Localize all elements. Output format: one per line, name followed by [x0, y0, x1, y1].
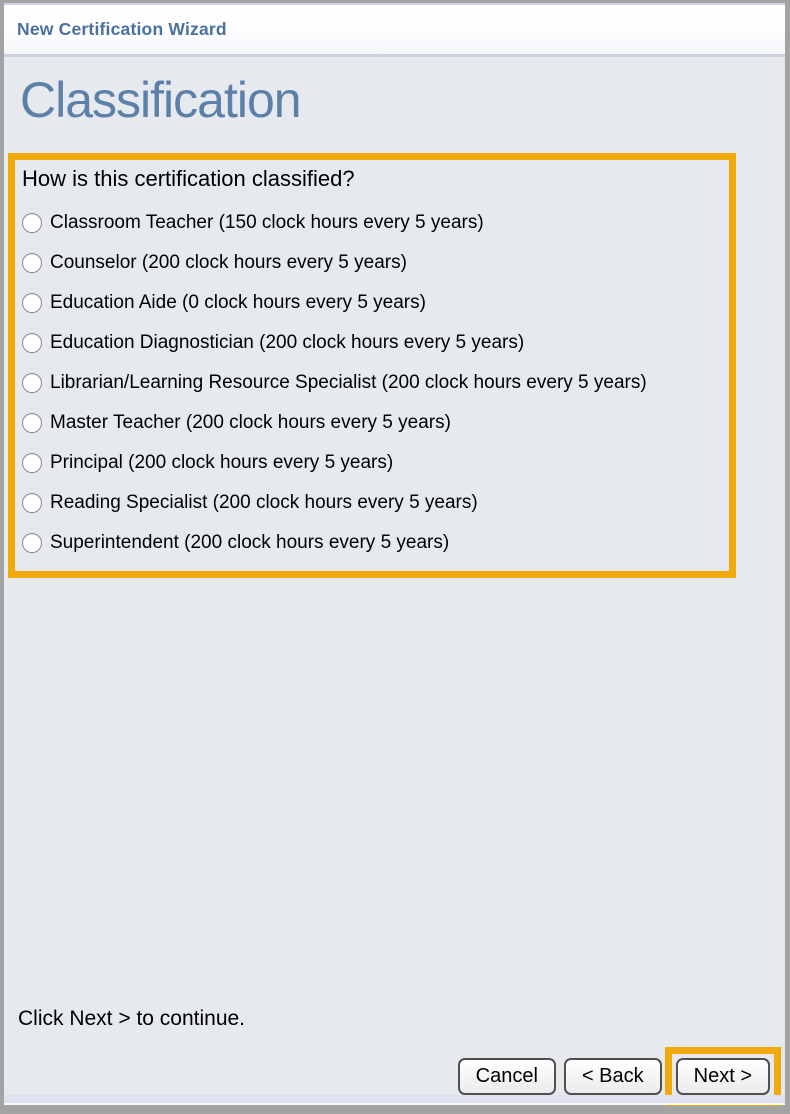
- footer-strip: [4, 1095, 785, 1103]
- radio-button-icon[interactable]: [22, 333, 42, 353]
- radio-option-principal[interactable]: [22, 443, 729, 483]
- question-text: How is this certification classified?: [22, 166, 355, 191]
- highlight-box-options: [8, 153, 736, 578]
- radio-button-icon[interactable]: [22, 493, 42, 513]
- radio-option-label: Librarian/Learning Resource Specialist (200 clock hours every 5 years): [50, 372, 647, 393]
- window-title: New Certification Wizard: [17, 19, 227, 39]
- classification-radio-group: [22, 203, 729, 563]
- radio-option-counselor[interactable]: [22, 243, 729, 283]
- radio-option-label: Principal (200 clock hours every 5 years): [50, 452, 394, 473]
- cancel-button[interactable]: Cancel: [458, 1058, 556, 1095]
- radio-option-label: Master Teacher (200 clock hours every 5 years): [50, 412, 451, 433]
- radio-option-classroom-teacher[interactable]: [22, 203, 729, 243]
- radio-button-icon[interactable]: [22, 453, 42, 473]
- next-button[interactable]: Next >: [676, 1058, 770, 1095]
- radio-button-icon[interactable]: [22, 253, 42, 273]
- radio-option-label: Reading Specialist (200 clock hours every 5 years): [50, 492, 478, 513]
- radio-button-icon[interactable]: [22, 213, 42, 233]
- footer-divider: [4, 1103, 785, 1105]
- wizard-content: [4, 57, 785, 1095]
- radio-option-librarian-learning-resource-specialist[interactable]: [22, 363, 729, 403]
- radio-option-label: Superintendent (200 clock hours every 5 years): [50, 532, 450, 553]
- radio-option-label: Classroom Teacher (150 clock hours every 5 years): [50, 212, 484, 233]
- radio-button-icon[interactable]: [22, 533, 42, 553]
- hint-text: Click Next > to continue.: [18, 1007, 246, 1030]
- radio-button-icon[interactable]: [22, 413, 42, 433]
- titlebar: [4, 3, 785, 57]
- page-title: Classification: [20, 72, 301, 128]
- radio-option-education-diagnostician[interactable]: [22, 323, 729, 363]
- radio-option-label: Education Diagnostician (200 clock hours every 5 years): [50, 332, 525, 353]
- radio-option-label: Counselor (200 clock hours every 5 years): [50, 252, 407, 273]
- radio-option-reading-specialist[interactable]: [22, 483, 729, 523]
- radio-option-master-teacher[interactable]: [22, 403, 729, 443]
- radio-button-icon[interactable]: [22, 293, 42, 313]
- radio-option-superintendent[interactable]: [22, 523, 729, 563]
- radio-option-label: Education Aide (0 clock hours every 5 years): [50, 292, 426, 313]
- radio-option-education-aide[interactable]: [22, 283, 729, 323]
- back-button[interactable]: < Back: [564, 1058, 662, 1095]
- radio-button-icon[interactable]: [22, 373, 42, 393]
